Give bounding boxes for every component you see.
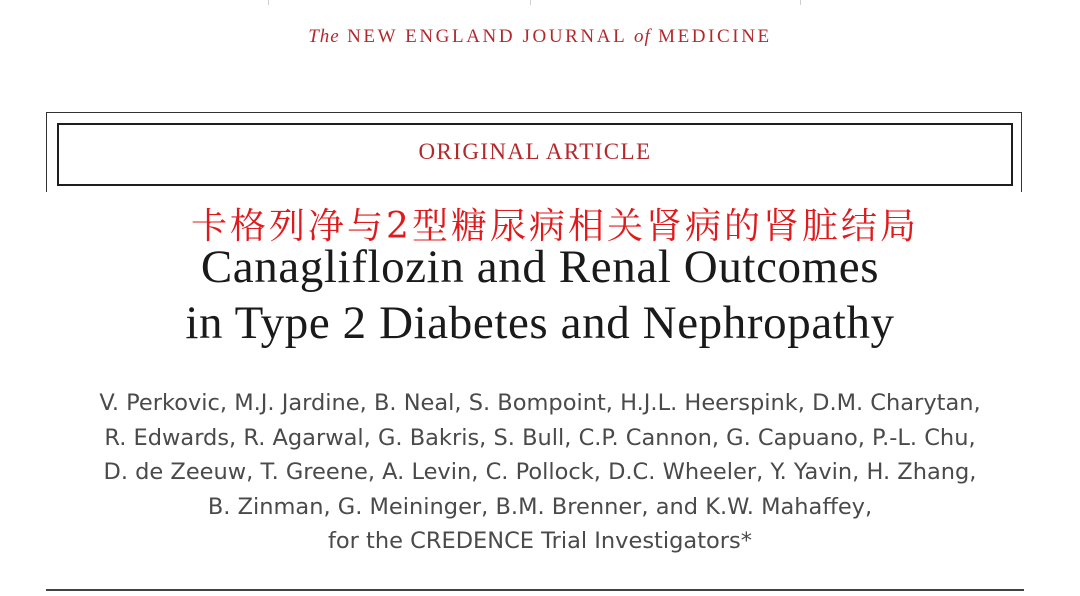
edge-tick [530,0,531,5]
author-line: B. Zinman, G. Meininger, B.M. Brenner, and K.W. Mahaffey, [207,493,873,520]
author-line: V. Perkovic, M.J. Jardine, B. Neal, S. Bompoint, H.J.L. Heerspink, D.M. Charytan, [99,390,981,416]
journal-name-part2: MEDICINE [658,26,772,47]
article-title-line-1: Canagliflozin and Renal Outcomes [200,241,880,293]
journal-name [0,26,1080,48]
journal-connector: of [633,26,651,47]
chinese-title-annotation: 卡格列净与2型糖尿病相关肾病的肾脏结局 [191,206,919,247]
author-group-line: for the CREDENCE Trial Investigators* [327,528,753,554]
edge-tick [800,0,801,5]
author-list [0,386,1080,559]
article-title-line-2: in Type 2 Diabetes and Nephropathy [185,297,895,349]
author-line: R. Edwards, R. Agarwal, G. Bakris, S. Bull, C.P. Cannon, G. Capuano, P.-L. Chu, [104,424,976,451]
journal-prefix: The [308,26,340,47]
bottom-divider [46,589,1024,591]
journal-name-part1: NEW ENGLAND JOURNAL [347,26,627,47]
top-edge-marks [0,0,1080,6]
section-label: ORIGINAL ARTICLE [418,139,652,164]
edge-tick [268,0,269,5]
author-line: D. de Zeeuw, T. Greene, A. Levin, C. Pollock, D.C. Wheeler, Y. Yavin, H. Zhang, [103,459,977,485]
